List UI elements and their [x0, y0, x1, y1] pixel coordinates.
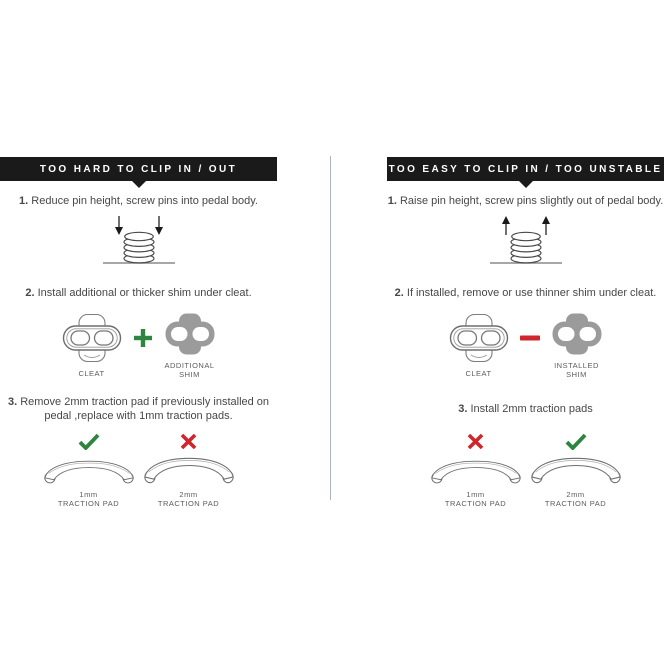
panel-too-hard [0, 157, 277, 508]
step-text-line2: pedal ,replace with 1mm traction pads. [44, 409, 233, 422]
step-text-line1: Remove 2mm traction pad if previously installed on [20, 396, 270, 408]
cleat-figure [449, 312, 509, 378]
step-number: 1. [387, 195, 397, 207]
shim-label-line1: INSTALLED [554, 361, 599, 370]
plus-operator [133, 312, 153, 364]
pad-label: TRACTION PAD [444, 499, 507, 508]
banner-pointer-icon [519, 181, 533, 188]
verdict-mark [180, 433, 197, 450]
too-hard-step3-text [8, 396, 269, 424]
too-easy-banner-title: TOO EASY TO CLIP IN / TOO UNSTABLE [388, 163, 663, 175]
pad-label: TRACTION PAD [57, 499, 120, 508]
shim-label-line2: SHIM [179, 370, 200, 379]
pin-screw-down-illustration [89, 214, 189, 266]
cleat-label: CLEAT [465, 369, 492, 378]
pad-label: TRACTION PAD [157, 499, 220, 508]
cleat-icon [449, 312, 509, 364]
shim-label-line2: SHIM [566, 370, 587, 379]
pad-size-label [58, 490, 119, 508]
too-hard-step2-text [25, 287, 251, 301]
check-icon [78, 433, 100, 450]
pin-down-icon [89, 214, 189, 266]
cleat-icon [62, 312, 122, 364]
pad-size-label [158, 490, 219, 508]
shim-figure [164, 312, 216, 379]
too-easy-banner [387, 157, 664, 181]
traction-pads-illustration [41, 433, 237, 508]
verdict-mark [78, 433, 100, 450]
pad-2mm-figure [528, 433, 624, 508]
traction-pad-icon [41, 454, 137, 485]
step-text: If installed, remove or use thinner shim under cleat. [406, 286, 657, 299]
pad-size: 1mm [466, 490, 485, 499]
too-hard-banner [0, 157, 277, 181]
minus-icon [520, 335, 540, 341]
pad-size-label [545, 490, 606, 508]
traction-pad-icon [141, 450, 237, 485]
cleat-label: CLEAT [78, 369, 105, 378]
cleat-shim-illustration [62, 312, 216, 379]
step-number: 2. [394, 286, 404, 299]
shim-icon [551, 312, 603, 356]
traction-pads-illustration [428, 433, 624, 508]
pad-2mm-figure [141, 433, 237, 508]
pad-1mm-figure [41, 433, 137, 508]
banner-pointer-icon [132, 181, 146, 188]
traction-pad-icon [528, 450, 624, 485]
shim-icon [164, 312, 216, 356]
pin-up-icon [476, 214, 576, 266]
step-number: 1. [19, 195, 29, 207]
pad-size: 1mm [79, 490, 98, 499]
step-text: Reduce pin height, screw pins into pedal body. [31, 195, 258, 207]
too-hard-step1-text [19, 195, 258, 209]
pad-size: 2mm [179, 490, 198, 499]
too-hard-banner-title: TOO HARD TO CLIP IN / OUT [39, 163, 238, 175]
check-icon [565, 433, 587, 450]
verdict-mark [467, 433, 484, 450]
too-easy-step3-text [458, 396, 593, 424]
pad-size-label [445, 490, 506, 508]
cross-icon [467, 433, 484, 450]
too-easy-step2-text [395, 287, 657, 301]
step-text: Install additional or thicker shim under cleat. [37, 286, 252, 299]
traction-pad-icon [428, 454, 524, 485]
pad-size: 2mm [566, 490, 585, 499]
plus-icon [133, 328, 153, 348]
shim-label-line1: ADDITIONAL [164, 361, 215, 370]
step-text: Raise pin height, screw pins slightly out of pedal body. [399, 195, 664, 207]
verdict-mark [565, 433, 587, 450]
step-number: 2. [25, 286, 35, 299]
cleat-shim-illustration [449, 312, 603, 379]
panel-too-easy [387, 157, 664, 508]
cross-icon [180, 433, 197, 450]
shim-label [554, 361, 599, 379]
minus-operator [520, 312, 540, 364]
too-easy-step1-text [388, 195, 664, 209]
shim-label [164, 361, 214, 379]
step-number: 3. [7, 396, 18, 408]
shim-figure [551, 312, 603, 379]
cleat-figure [62, 312, 122, 378]
pad-label: TRACTION PAD [544, 499, 607, 508]
step-text: Install 2mm traction pads [470, 403, 593, 416]
pad-1mm-figure [428, 433, 524, 508]
column-divider [330, 156, 331, 500]
pin-screw-up-illustration [476, 214, 576, 266]
step-number: 3. [458, 403, 468, 416]
